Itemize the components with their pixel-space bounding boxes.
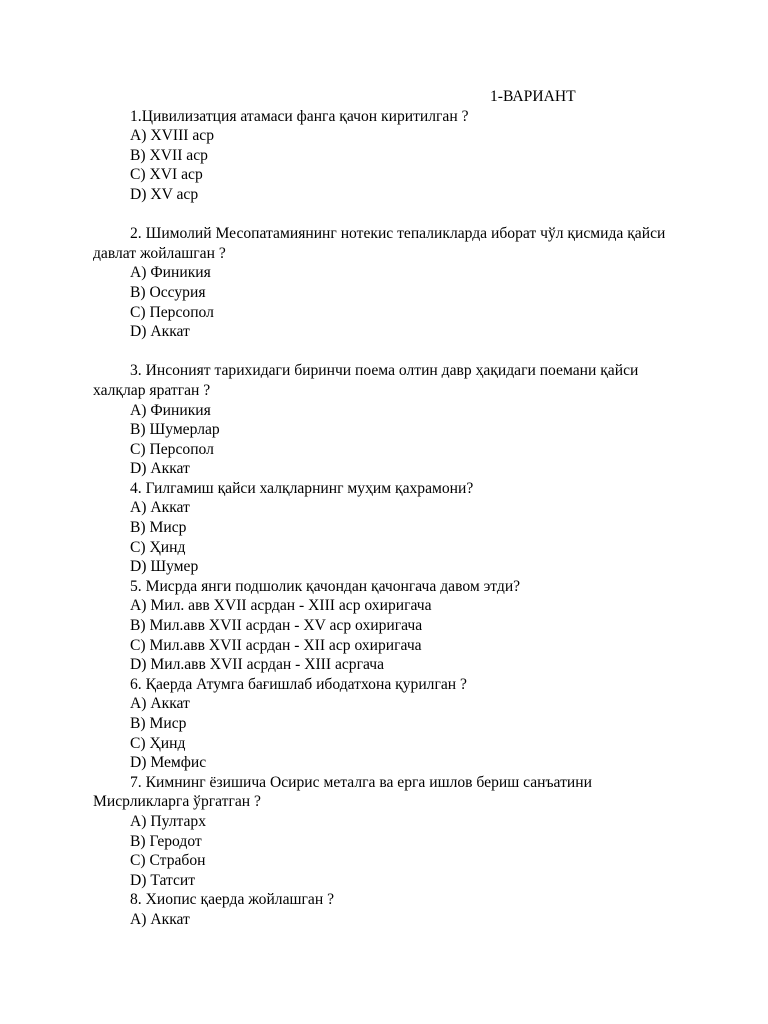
answer-option-c: C) Персопол xyxy=(130,440,214,458)
question-4 xyxy=(93,479,683,577)
answer-option-a: A) Финикия xyxy=(130,401,211,419)
variant-title: 1-ВАРИАНТ xyxy=(490,88,576,105)
answer-option-c: C) Ҳинд xyxy=(130,734,186,752)
answer-option-d: D) Шумер xyxy=(130,558,199,576)
question-text: 3. Инсоният тарихидаги биринчи поема олтин давр ҳақидаги поемани қайси халқлар яратган ? xyxy=(93,362,639,399)
answer-option-d: D) Аккат xyxy=(130,460,190,478)
answer-option-b: B) XVII аср xyxy=(130,146,208,164)
answer-option-c: C) Страбон xyxy=(130,852,206,870)
answer-option-b: B) Мил.авв XVII асрдан - XV аср охиригача xyxy=(130,617,423,635)
answer-option-b: B) Оссурия xyxy=(130,283,206,301)
answer-option-a: A) Аккат xyxy=(130,695,190,713)
answer-option-a: A) Аккат xyxy=(130,499,190,517)
blank-line xyxy=(93,342,683,362)
answer-option-d: D) XV аср xyxy=(130,185,199,203)
answer-option-b: B) Шумерлар xyxy=(130,421,220,439)
question-text: 7. Кимнинг ёзишича Осирис металга ва ерга ишлов бериш санъатини Мисрликларга ўргатган ? xyxy=(93,773,592,811)
question-5 xyxy=(93,577,683,675)
question-1 xyxy=(93,107,683,205)
answer-option-a: A) XVIII аср xyxy=(130,127,214,145)
question-7 xyxy=(93,773,683,891)
question-8 xyxy=(93,890,683,929)
question-text: 1.Цивилизатция атамаси фанга қачон киритилган ? xyxy=(130,107,469,125)
document-body xyxy=(93,87,683,930)
answer-option-a: A) Пултарх xyxy=(130,812,207,830)
answer-option-d: D) Мил.авв XVII асрдан - XIII асргача xyxy=(130,656,385,674)
question-text: 2. Шимолий Месопатамиянинг нотекис тепаликларда иборат чўл қисмида қайси давлат жойлашган ? xyxy=(93,225,666,262)
question-6 xyxy=(93,675,683,773)
answer-option-a: A) Мил. авв XVII асрдан - XIII аср охиригача xyxy=(130,597,432,615)
answer-option-a: A) Финикия xyxy=(130,264,211,282)
answer-option-b: B) Миср xyxy=(130,715,187,732)
answer-option-c: C) Мил.авв XVII асрдан - XII аср охиригача xyxy=(130,636,422,654)
answer-option-b: B) Геродот xyxy=(130,832,202,850)
question-3 xyxy=(93,361,683,479)
answer-option-d: D) Аккат xyxy=(130,323,190,341)
answer-option-d: D) Мемфис xyxy=(130,754,207,772)
answer-option-d: D) Татсит xyxy=(130,871,196,889)
question-text: 6. Қаерда Атумга бағишлаб ибодатхона қурилган ? xyxy=(130,675,467,693)
question-text: 4. Гилгамиш қайси халқларнинг муҳим қахрамони? xyxy=(130,479,474,497)
question-text: 5. Мисрда янги подшолик қачондан қачонгача давом этди? xyxy=(130,577,521,595)
answer-option-c: C) Персопол xyxy=(130,303,214,321)
answer-option-b: B) Миср xyxy=(130,519,187,537)
question-2 xyxy=(93,224,683,342)
answer-option-c: C) Ҳинд xyxy=(130,538,186,556)
answer-option-a: A) Аккат xyxy=(130,910,190,928)
question-text: 8. Хиопис қаерда жойлашган ? xyxy=(130,891,334,909)
answer-option-c: C) XVI аср xyxy=(130,166,203,184)
blank-line xyxy=(93,205,683,225)
